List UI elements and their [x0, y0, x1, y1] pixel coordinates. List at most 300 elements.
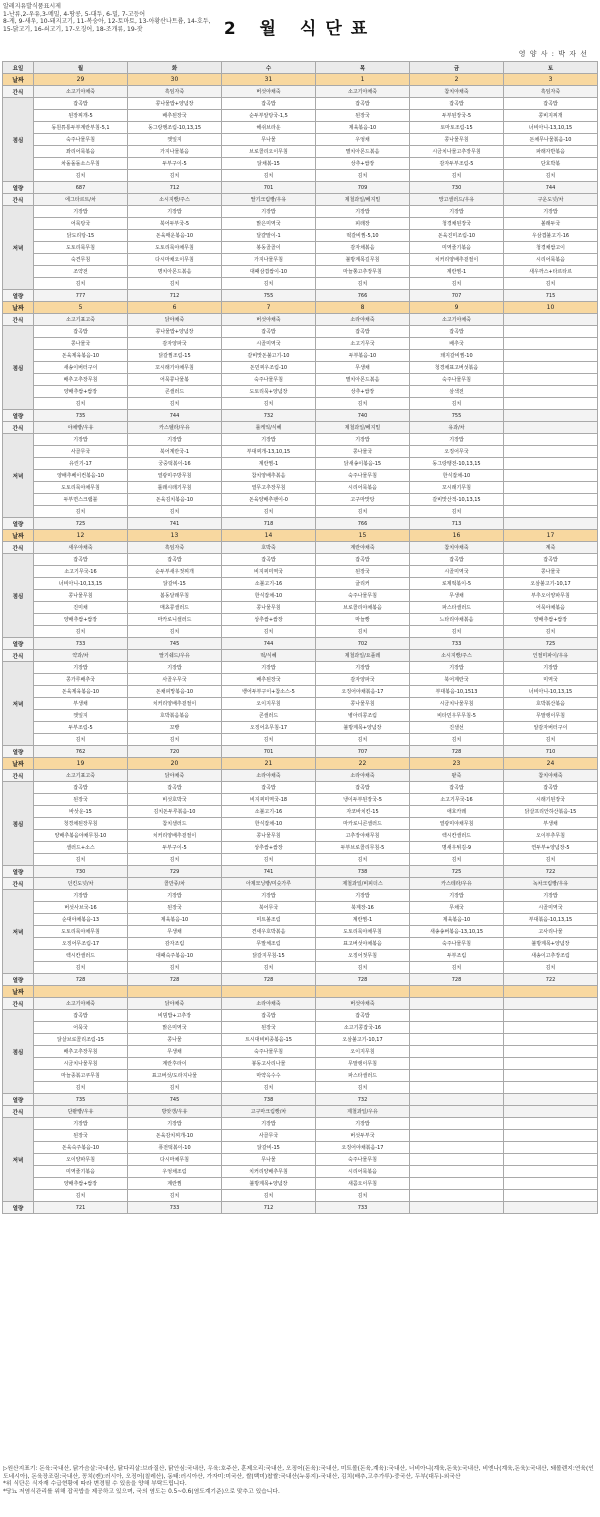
menu-cell: 돈육양배추팬이-0 — [222, 494, 316, 506]
snack-cell: 고구마크림빵/차 — [222, 1106, 316, 1118]
menu-cell: 잡곡밥 — [410, 326, 504, 338]
lunch-row — [3, 602, 598, 614]
kcal-cell — [504, 1202, 598, 1214]
menu-cell: 기장밥 — [410, 434, 504, 446]
menu-cell: 김치 — [504, 962, 598, 974]
menu-cell: 톨래시래기무침 — [128, 482, 222, 494]
menu-cell: 김치 — [34, 1190, 128, 1202]
menu-cell: 숙주나물무침 — [222, 374, 316, 386]
menu-cell: 숙주나물무침 — [316, 1154, 410, 1166]
menu-cell: 차돌돌돌소스무침 — [34, 158, 128, 170]
menu-cell: 잡곡밥 — [128, 782, 222, 794]
menu-cell: 도토리묵+양념장 — [222, 386, 316, 398]
date-row — [3, 302, 598, 314]
menu-cell: 마카로니콘샐러드 — [316, 818, 410, 830]
menu-cell — [504, 506, 598, 518]
lunch-row — [3, 842, 598, 854]
date-cell: 16 — [410, 530, 504, 542]
date-cell — [34, 986, 128, 998]
menu-cell: 봉동고사리나물 — [222, 1058, 316, 1070]
menu-cell — [504, 1178, 598, 1190]
menu-cell: 고사리나물 — [504, 926, 598, 938]
kcal-cell — [504, 518, 598, 530]
date-cell: 6 — [128, 302, 222, 314]
menu-cell — [410, 1142, 504, 1154]
date-row — [3, 986, 598, 998]
menu-cell: 기장밥 — [316, 434, 410, 446]
kcal-label: 열량 — [3, 290, 34, 302]
snack-cell: 녹차크림빵/우유 — [504, 878, 598, 890]
lunch-row — [3, 590, 598, 602]
menu-cell — [504, 1082, 598, 1094]
menu-cell: 콩나물밥+양념장 — [128, 326, 222, 338]
menu-cell: 기장밥 — [504, 890, 598, 902]
dinner-kcal-row — [3, 518, 598, 530]
snack-label: 간식 — [3, 542, 34, 554]
snack-label: 간식 — [3, 770, 34, 782]
kcal-cell: 766 — [316, 290, 410, 302]
kcal-cell: 745 — [128, 638, 222, 650]
menu-cell: 오이지무침 — [316, 1046, 410, 1058]
kcal-cell: 732 — [222, 410, 316, 422]
menu-cell: 궁중떡볶이-16 — [128, 458, 222, 470]
kcal-cell: 728 — [222, 974, 316, 986]
snack-cell: 소고기표고죽 — [34, 314, 128, 326]
menu-cell: 잡곡밥 — [222, 326, 316, 338]
allergy-legend-line: 1-난류,2-우유,3-메밀, 4-땅콩, 5-대두, 6-밀, 7-고등어 — [3, 10, 146, 18]
menu-cell: 된장국 — [34, 794, 128, 806]
menu-cell — [504, 1142, 598, 1154]
kcal-label: 열량 — [3, 974, 34, 986]
menu-cell: 한식잡채-10 — [222, 590, 316, 602]
dinner-label: 저녁 — [3, 662, 34, 746]
dinner-row — [3, 674, 598, 686]
menu-cell: 우엉채 — [316, 134, 410, 146]
kcal-cell: 702 — [316, 638, 410, 650]
menu-cell: 기장밥 — [34, 1118, 128, 1130]
menu-cell: 기장밥 — [504, 206, 598, 218]
lunch-label: 점심 — [3, 326, 34, 410]
menu-cell: 렉시칸샐러드 — [34, 950, 128, 962]
menu-cell: 콩나물무침 — [222, 602, 316, 614]
kcal-cell: 728 — [34, 974, 128, 986]
menu-cell: 배추된장국 — [222, 674, 316, 686]
menu-cell: 닭채볶-15 — [222, 158, 316, 170]
menu-cell: 한식잡채-10 — [410, 470, 504, 482]
menu-cell — [504, 458, 598, 470]
lunch-kcal-row — [3, 182, 598, 194]
menu-cell: 소불고기-16 — [222, 578, 316, 590]
menu-cell: 참치샐러드 — [128, 818, 222, 830]
dinner-row — [3, 266, 598, 278]
menu-cell: 동그랑땡조림-10,13,15 — [128, 122, 222, 134]
menu-cell: 열광미야채무침 — [410, 818, 504, 830]
afternoon-snack-row — [3, 650, 598, 662]
snack-label: 간식 — [3, 998, 34, 1010]
menu-cell: 부대볶음-10,13,15 — [504, 914, 598, 926]
menu-cell: 멸치아몬드볶음 — [316, 146, 410, 158]
menu-cell: 마늘종볶고쿠무침 — [34, 1070, 128, 1082]
menu-cell: 불방계목길무침 — [316, 254, 410, 266]
dinner-label: 저녁 — [3, 1118, 34, 1202]
lunch-row — [3, 134, 598, 146]
menu-cell: 김치 — [222, 506, 316, 518]
date-cell: 13 — [128, 530, 222, 542]
snack-cell: 흑임자죽 — [128, 542, 222, 554]
menu-cell — [504, 374, 598, 386]
kcal-cell: 728 — [410, 746, 504, 758]
menu-cell: 김치 — [128, 734, 222, 746]
menu-cell: 김치 — [410, 962, 504, 974]
menu-cell: 시리어묵볶음 — [316, 482, 410, 494]
menu-cell — [504, 350, 598, 362]
menu-cell: 기장밥 — [222, 206, 316, 218]
menu-cell: 된장국 — [316, 110, 410, 122]
menu-cell: 제육볶음-10 — [410, 914, 504, 926]
menu-cell: 닭갈지무침-15 — [222, 950, 316, 962]
menu-cell: 숙주나물무침 — [34, 134, 128, 146]
menu-cell: 시리어묵볶음 — [316, 1166, 410, 1178]
lunch-row — [3, 782, 598, 794]
menu-cell: 김치 — [222, 854, 316, 866]
menu-cell: 콩가루배추국 — [34, 674, 128, 686]
menu-cell: 진미채 — [34, 602, 128, 614]
kcal-cell: 733 — [34, 638, 128, 650]
menu-cell: 어묵국 — [34, 1022, 128, 1034]
dinner-row — [3, 1154, 598, 1166]
menu-cell: 김치 — [316, 170, 410, 182]
menu-cell: 김치 — [410, 734, 504, 746]
menu-cell: 김치 — [222, 170, 316, 182]
menu-cell: 순대야채볶음-13 — [34, 914, 128, 926]
kcal-cell: 722 — [504, 866, 598, 878]
menu-cell — [504, 386, 598, 398]
date-cell — [128, 986, 222, 998]
menu-cell: 너비아니-13,10,15 — [504, 122, 598, 134]
dinner-label: 저녁 — [3, 206, 34, 290]
menu-cell: 양배추쌈+쌈장 — [504, 614, 598, 626]
menu-cell: 뱅어두부구이+참소스-5 — [222, 686, 316, 698]
date-cell: 24 — [504, 758, 598, 770]
menu-cell: 사골우무국 — [128, 674, 222, 686]
lunch-row — [3, 794, 598, 806]
menu-cell: 새송이버터구이 — [34, 362, 128, 374]
lunch-row — [3, 614, 598, 626]
menu-cell: 멸치아몬드볶음 — [316, 374, 410, 386]
menu-cell — [504, 1058, 598, 1070]
menu-cell: 잡곡밥 — [410, 782, 504, 794]
kcal-cell: 721 — [34, 1202, 128, 1214]
menu-cell: 돈채피망볶음-10 — [128, 686, 222, 698]
snack-label: 간식 — [3, 422, 34, 434]
menu-cell: 콩나물국 — [34, 338, 128, 350]
menu-cell: 돈육제육볶음-10 — [34, 686, 128, 698]
menu-cell: 계란후라이 — [128, 1058, 222, 1070]
lunch-row — [3, 1070, 598, 1082]
menu-cell: 도토리묵무침 — [34, 242, 128, 254]
snack-cell: 계죽 — [504, 542, 598, 554]
snack-cell: 소고기야채죽 — [34, 86, 128, 98]
menu-cell: 순두부새우젓찌개 — [128, 566, 222, 578]
menu-cell: 비지찌미역국 — [222, 566, 316, 578]
menu-cell: 김치 — [34, 398, 128, 410]
menu-cell: 시골미역국 — [410, 566, 504, 578]
page-title: 2 월 식단표 — [223, 19, 377, 39]
menu-cell: 무나물 — [222, 134, 316, 146]
menu-cell: 어묵탕국 — [34, 218, 128, 230]
kcal-cell: 735 — [34, 410, 128, 422]
menu-cell: 잡곡밥 — [504, 554, 598, 566]
dinner-row — [3, 506, 598, 518]
snack-cell: 흑임자죽 — [504, 86, 598, 98]
kcal-cell: 766 — [316, 518, 410, 530]
menu-cell: 미역국 — [504, 674, 598, 686]
menu-cell: 돈민찌우조림-10 — [222, 362, 316, 374]
menu-cell: 김치 — [222, 734, 316, 746]
afternoon-snack-row — [3, 194, 598, 206]
menu-cell: 새우까스+타르타르 — [504, 266, 598, 278]
menu-cell: 사골무국 — [222, 1130, 316, 1142]
snack-cell: 던킨도넛/차 — [34, 878, 128, 890]
morning-snack-row — [3, 86, 598, 98]
menu-cell: 다시마채무침 — [128, 1154, 222, 1166]
dinner-kcal-row — [3, 290, 598, 302]
snack-cell — [504, 422, 598, 434]
menu-cell: 상추+쌈장 — [316, 386, 410, 398]
lunch-row — [3, 362, 598, 374]
dinner-row — [3, 698, 598, 710]
menu-cell: 기장밥 — [222, 890, 316, 902]
snack-cell: 소고기표고죽 — [34, 770, 128, 782]
menu-cell: 잡곡밥 — [222, 98, 316, 110]
snack-cell: 카스텔라/우유 — [128, 422, 222, 434]
menu-cell: 도토리묵야채무침 — [128, 242, 222, 254]
dinner-row — [3, 494, 598, 506]
menu-cell: 된장국 — [34, 1130, 128, 1142]
menu-cell: 김치 — [410, 506, 504, 518]
menu-cell — [410, 1034, 504, 1046]
afternoon-snack-row — [3, 1106, 598, 1118]
menu-cell: 기장밥 — [222, 662, 316, 674]
menu-cell: 두부브로콜리무침-5 — [316, 842, 410, 854]
dinner-label: 저녁 — [3, 434, 34, 518]
menu-cell: 김치 — [410, 278, 504, 290]
menu-cell: 느타리야채볶음 — [410, 614, 504, 626]
snack-cell — [504, 1106, 598, 1118]
menu-cell — [410, 1082, 504, 1094]
menu-cell: 갈비맛산적-10,13,15 — [410, 494, 504, 506]
menu-cell: 배추된장국 — [128, 110, 222, 122]
menu-cell: 돈육감치찌개-10 — [128, 1130, 222, 1142]
date-cell: 29 — [34, 74, 128, 86]
date-cell: 23 — [410, 758, 504, 770]
menu-cell: 브로콜리야채볶음 — [316, 602, 410, 614]
lunch-row — [3, 1022, 598, 1034]
allergy-legend-line: 8-게, 9-새우, 10-돼지고기, 11-복숭아, 12-토마토, 13-아황산나트륨, 14-호두, — [3, 18, 211, 25]
menu-cell: 김치돈두루볶음-10 — [128, 806, 222, 818]
date-cell: 31 — [222, 74, 316, 86]
menu-cell: 매쵸콩샐러드 — [128, 602, 222, 614]
dinner-row — [3, 950, 598, 962]
menu-cell: 치커리양배추겉절이 — [128, 698, 222, 710]
menu-cell: 기장밥 — [316, 890, 410, 902]
snack-cell — [504, 998, 598, 1010]
kcal-label: 열량 — [3, 1202, 34, 1214]
menu-cell: 김치 — [504, 626, 598, 638]
lunch-row — [3, 170, 598, 182]
menu-cell: 비지찌미역국-18 — [222, 794, 316, 806]
menu-cell: 숙주나물무침 — [410, 938, 504, 950]
menu-cell: 우삼겹불고기-16 — [504, 230, 598, 242]
kcal-cell: 762 — [34, 746, 128, 758]
snack-cell: 야채빵/우유 — [34, 422, 128, 434]
dinner-row — [3, 962, 598, 974]
menu-cell: 소고기무국-16 — [34, 566, 128, 578]
menu-cell: 김치 — [316, 278, 410, 290]
snack-cell: 닭야채죽 — [128, 770, 222, 782]
meal-table — [2, 61, 598, 1214]
lunch-row — [3, 854, 598, 866]
lunch-row — [3, 398, 598, 410]
lunch-row — [3, 386, 598, 398]
date-label: 날짜 — [3, 758, 34, 770]
snack-cell: 아제모닝빵/미숫가루 — [222, 878, 316, 890]
kcal-cell: 730 — [34, 866, 128, 878]
menu-cell — [504, 1010, 598, 1022]
menu-cell — [504, 1154, 598, 1166]
date-row — [3, 758, 598, 770]
menu-cell: 김치 — [128, 962, 222, 974]
snack-cell: 소고기야채죽 — [316, 86, 410, 98]
menu-cell: 다시마채오이무침 — [128, 254, 222, 266]
snack-cell: 참치야채죽 — [504, 770, 598, 782]
footnote: ▷원산지표기: 돈육:국내산, 닭가슴살:국내산, 닭다리살:브라질산, 닭안심:국내산, 우육:호주산, 훈제오리:국내산, 오징어(돈육):국내산, 미트볼(돈육,계육):국내산, 너비아니(계육,돈육):국내산, 비엔나(계육,돈육):국내산, 돼볼렌지:연육(인도네시아), 돈육장조림:국내산, 꽁치(캔):러시아, 오징어(칠레산), 동태:러시아산, 가자미:미국산, 쌀(백미)찹쌀:국내산(누룽지)-국내산, 김치(배추,고추가루)-중국산, 두부(대두)-외국산 — [3, 1466, 594, 1480]
menu-cell: 김치 — [34, 962, 128, 974]
menu-cell — [410, 1118, 504, 1130]
menu-cell: 비섯호박국 — [128, 794, 222, 806]
weekday-header: 수 — [222, 62, 316, 74]
menu-cell: 김치 — [128, 506, 222, 518]
menu-cell: 숙주나물무침 — [410, 374, 504, 386]
snack-cell — [410, 998, 504, 1010]
menu-cell: 숙주나물무침 — [316, 470, 410, 482]
menu-cell: 호박볶산볶음 — [504, 698, 598, 710]
dinner-row — [3, 1118, 598, 1130]
menu-cell: 치커리양배추무침 — [222, 1166, 316, 1178]
menu-cell: 애호카레 — [410, 806, 504, 818]
menu-cell: 잡곡밥 — [410, 98, 504, 110]
menu-cell: 기장밥 — [410, 890, 504, 902]
menu-cell: 콩비지찌개 — [504, 110, 598, 122]
kcal-cell: 744 — [222, 638, 316, 650]
menu-cell: 우엉채조림 — [128, 1166, 222, 1178]
menu-cell: 깻잎지 — [34, 710, 128, 722]
menu-cell: 오징어야채볶음-17 — [316, 1142, 410, 1154]
menu-cell: 계란찜 — [128, 1178, 222, 1190]
menu-cell: 로제떡볶이-5 — [410, 578, 504, 590]
menu-cell: 꼬시래기야채무침 — [128, 362, 222, 374]
menu-cell: 새송송버볶음-13,10,15 — [410, 926, 504, 938]
menu-cell: 순두부알탕국-1,5 — [222, 110, 316, 122]
menu-cell: 돈육김치볶음-10 — [128, 494, 222, 506]
dinner-row — [3, 1142, 598, 1154]
date-cell: 21 — [222, 758, 316, 770]
menu-cell: 돈육제육볶음-10 — [34, 350, 128, 362]
dinner-row — [3, 434, 598, 446]
menu-cell: 기장밥 — [316, 206, 410, 218]
menu-cell: 김치 — [410, 170, 504, 182]
menu-cell: 김치 — [222, 1082, 316, 1094]
date-cell — [222, 986, 316, 998]
kcal-cell: 728 — [410, 974, 504, 986]
date-cell: 8 — [316, 302, 410, 314]
weekday-header: 금 — [410, 62, 504, 74]
menu-cell: 김치 — [222, 398, 316, 410]
date-cell: 15 — [316, 530, 410, 542]
menu-cell: 기장밥 — [128, 1118, 222, 1130]
menu-cell: 잡곡밥 — [316, 554, 410, 566]
dinner-row — [3, 446, 598, 458]
menu-cell: 오징어야채볶음-17 — [316, 686, 410, 698]
snack-cell: 소라야채죽 — [316, 770, 410, 782]
menu-cell: 봉동골골이 — [222, 242, 316, 254]
menu-cell: 김치 — [316, 962, 410, 974]
kcal-cell: 712 — [222, 1202, 316, 1214]
kcal-cell: 722 — [504, 974, 598, 986]
menu-cell: 연두부+양념장-5 — [504, 842, 598, 854]
kcal-cell — [410, 1094, 504, 1106]
menu-cell: 맑은미역국 — [128, 1022, 222, 1034]
dinner-row — [3, 926, 598, 938]
kcal-label: 열량 — [3, 410, 34, 422]
menu-cell: 너비아니-10,13,15 — [34, 578, 128, 590]
lunch-row — [3, 806, 598, 818]
dinner-row — [3, 902, 598, 914]
kcal-cell: 707 — [410, 290, 504, 302]
menu-cell: 기장밥 — [410, 662, 504, 674]
snack-cell: 딸기크림빵/우유 — [222, 194, 316, 206]
menu-cell: 김치 — [128, 1190, 222, 1202]
menu-cell — [504, 326, 598, 338]
menu-cell: 김치 — [222, 278, 316, 290]
menu-cell: 청경채된장국 — [410, 218, 504, 230]
lunch-row — [3, 122, 598, 134]
snack-cell: 콜만쥬/차 — [128, 878, 222, 890]
dinner-row — [3, 218, 598, 230]
kcal-cell: 733 — [316, 1202, 410, 1214]
menu-cell: 기장밥 — [316, 1118, 410, 1130]
dinner-row — [3, 206, 598, 218]
menu-cell: 오징어무조림-17 — [34, 938, 128, 950]
date-label: 날짜 — [3, 302, 34, 314]
menu-cell: 두부구이-5 — [128, 842, 222, 854]
menu-cell: 표고버섯야채볶음 — [316, 938, 410, 950]
menu-cell: 상추쌈+쌈장 — [222, 842, 316, 854]
menu-cell: 자코바치킨-15 — [316, 806, 410, 818]
kcal-cell: 744 — [128, 410, 222, 422]
menu-cell: 기장밥 — [222, 434, 316, 446]
menu-cell: 청경채표고버섯볶음 — [410, 362, 504, 374]
menu-cell: 알감자버터구이 — [504, 722, 598, 734]
menu-cell: 김치 — [410, 854, 504, 866]
morning-snack-row — [3, 542, 598, 554]
menu-cell: 오징어무국 — [410, 446, 504, 458]
menu-cell: 잡곡밥 — [34, 326, 128, 338]
menu-cell: 두부조림 — [410, 950, 504, 962]
snack-cell: 제철과일/비피더스 — [316, 878, 410, 890]
menu-cell: 가지나물무침 — [222, 254, 316, 266]
menu-cell: 숙주나물무침 — [316, 590, 410, 602]
